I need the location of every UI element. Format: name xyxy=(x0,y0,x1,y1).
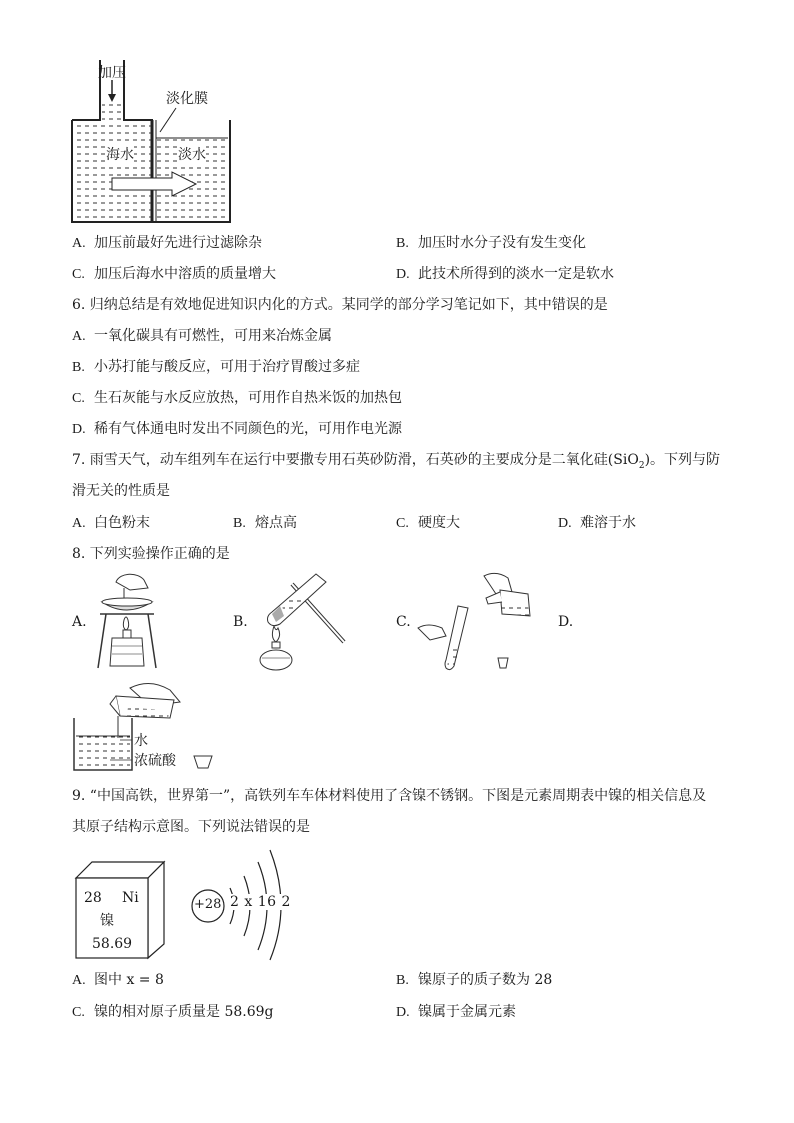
element-cell-nickel xyxy=(72,860,172,960)
q5-option-d[interactable]: D. 此技术所得到的淡水一定是软水 xyxy=(396,266,614,282)
water-label: 水 xyxy=(134,733,148,749)
pressure-label: 加压 xyxy=(98,65,126,81)
q9-option-a[interactable]: A. 图中 x = 8 xyxy=(72,972,164,988)
q7-option-a[interactable]: A. 白色粉末 xyxy=(72,515,150,531)
seawater-label: 海水 xyxy=(106,144,134,164)
q7-stem-line1: 7. 雨雪天气，动车组列车在运行中要撒专用石英砂防滑，石英砂的主要成分是二氧化硅(SiO$_2$)。下列与防 xyxy=(72,452,721,471)
q7-option-c[interactable]: C. 硬度大 xyxy=(396,515,460,531)
q9-option-c[interactable]: C. 镍的相对原子质量是 58.69g xyxy=(72,1004,274,1020)
pouring-liquid-figure xyxy=(412,570,532,674)
seawater-fill xyxy=(76,120,152,220)
q6-option-b[interactable]: B. 小苏打能与酸反应，可用于治疗胃酸过多症 xyxy=(72,359,360,375)
q7-option-d[interactable]: D. 难溶于水 xyxy=(558,515,636,531)
evaporating-dish-figure xyxy=(94,570,160,670)
freshwater-label: 淡水 xyxy=(178,144,206,164)
atomic-mass: 58.69 xyxy=(92,936,133,952)
q6-option-a[interactable]: A. 一氧化碳具有可燃性，可用来冶炼金属 xyxy=(72,328,332,344)
q7-option-b[interactable]: B. 熔点高 xyxy=(233,515,297,531)
q9-option-d[interactable]: D. 镍属于金属元素 xyxy=(396,1004,516,1020)
electron-shells: 2 x 16 2 xyxy=(230,894,291,910)
q8-option-c[interactable]: C. xyxy=(396,614,411,630)
q5-option-c[interactable]: C. 加压后海水中溶质的质量增大 xyxy=(72,266,276,282)
nucleus-charge: +28 xyxy=(194,897,222,912)
q8-option-d[interactable]: D. xyxy=(558,614,574,630)
q7-stem-line2: 滑无关的性质是 xyxy=(72,483,170,499)
dilution-figure xyxy=(70,678,230,774)
q8-stem: 8. 下列实验操作正确的是 xyxy=(72,546,230,562)
q6-stem: 6. 归纳总结是有效地促进知识内化的方式。某同学的部分学习笔记如下，其中错误的是 xyxy=(72,297,608,313)
q9-stem-line2: 其原子结构示意图。下列说法错误的是 xyxy=(72,819,310,835)
q9-stem-line1: 9. “中国高铁，世界第一”，高铁列车车体材料使用了含镍不锈钢。下图是元素周期表中镍的相关信息及 xyxy=(72,788,707,804)
q6-option-d[interactable]: D. 稀有气体通电时发出不同颜色的光，可用作电光源 xyxy=(72,421,402,437)
element-symbol: Ni xyxy=(122,890,139,906)
q5-option-a[interactable]: A. 加压前最好先进行过滤除杂 xyxy=(72,235,262,251)
q9-option-b[interactable]: B. 镍原子的质子数为 28 xyxy=(396,972,553,988)
q5-option-b[interactable]: B. 加压时水分子没有发生变化 xyxy=(396,235,586,251)
atom-structure-diagram xyxy=(186,846,296,962)
q6-option-c[interactable]: C. 生石灰能与水反应放热，可用作自热米饭的加热包 xyxy=(72,390,402,406)
acid-label: 浓硫酸 xyxy=(134,753,176,769)
membrane-label: 淡化膜 xyxy=(166,91,208,107)
q8-option-a[interactable]: A. xyxy=(72,614,87,630)
test-tube-heating-figure xyxy=(256,570,348,672)
desalination-figure xyxy=(68,60,238,228)
atomic-number: 28 xyxy=(84,890,102,906)
q8-option-b[interactable]: B. xyxy=(233,614,248,630)
element-name: 镍 xyxy=(100,913,114,929)
